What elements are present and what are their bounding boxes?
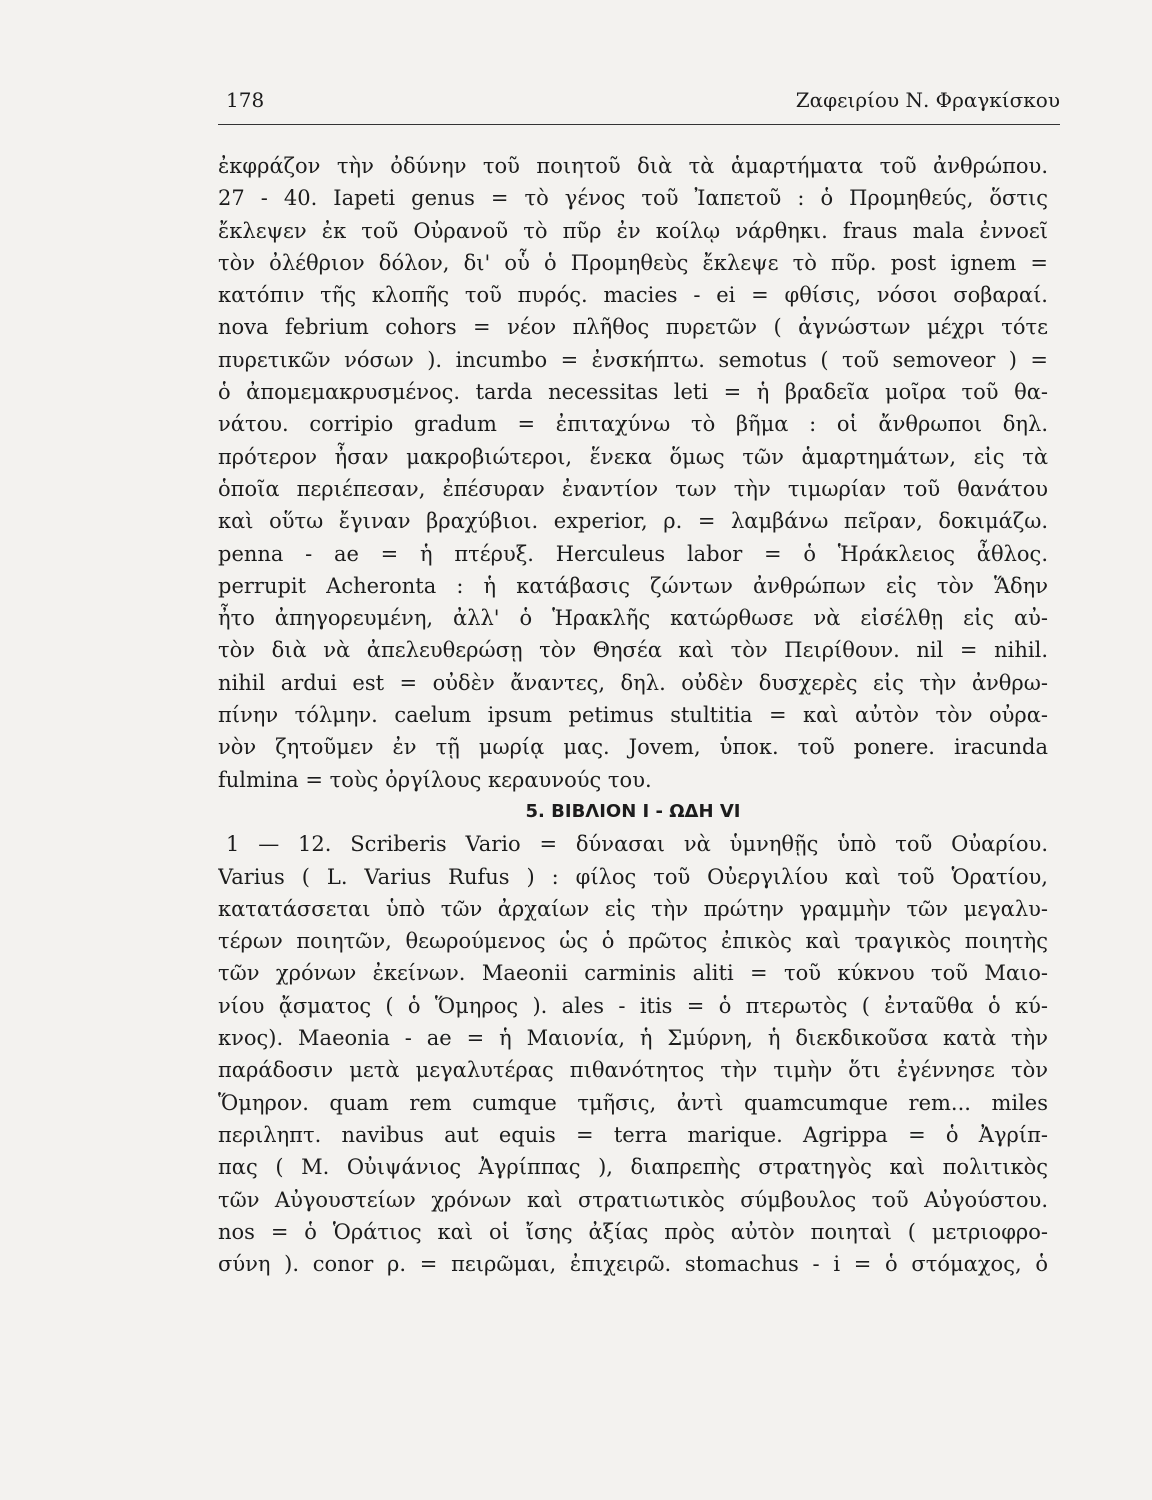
page-header — [218, 88, 1060, 118]
body-text — [218, 150, 1048, 1280]
text-line: nihil ardui est = οὐδὲν ἄναντες, δηλ. οὐδὲν δυσχερὲς εἰς τὴν ἀνθρω- — [218, 670, 1048, 695]
text-line: fulmina = τοὺς ὀργίλους κεραυνούς του. — [218, 767, 652, 792]
text-line: nos = ὁ Ὁράτιος καὶ οἱ ἴσης ἀξίας πρὸς αὐτὸν ποιηταὶ ( μετριοφρο- — [218, 1219, 1048, 1244]
text-line: ἐκφράζον τὴν ὀδύνην τοῦ ποιητοῦ διὰ τὰ ἁμαρτήματα τοῦ ἀνθρώπου. — [218, 154, 1048, 178]
text-line: ἦτο ἀπηγορευμένη, ἀλλ' ὁ Ἡρακλῆς κατώρθωσε νὰ εἰσέλθῃ εἰς αὐ- — [218, 606, 1048, 631]
text-line: Varius ( L. Varius Rufus ) : φίλος τοῦ Οὐεργιλίου καὶ τοῦ Ὁρατίου, — [218, 864, 1048, 889]
text-line: πρότερον ἦσαν μακροβιώτεροι, ἕνεκα ὅμως τῶν ἁμαρτημάτων, εἰς τὰ — [218, 444, 1048, 469]
text-line: πίνην τόλμην. caelum ipsum petimus stultitia = καὶ αὐτὸν τὸν οὐρα- — [218, 703, 1048, 728]
text-line: τὸν ὀλέθριον δόλον, δι' οὗ ὁ Προμηθεὺς ἔκλεψε τὸ πῦρ. post ignem = — [218, 250, 1048, 275]
text-line: νίου ᾄσματος ( ὁ Ὅμηρος ). ales - itis = ὁ πτερωτὸς ( ἐνταῦθα ὁ κύ- — [218, 993, 1048, 1018]
text-line: τῶν χρόνων ἐκείνων. Maeonii carminis aliti = τοῦ κύκνου τοῦ Μαιο- — [218, 961, 1048, 986]
text-line: τέρων ποιητῶν, θεωρούμενος ὡς ὁ πρῶτος ἐπικὸς καὶ τραγικὸς ποιητὴς — [218, 929, 1048, 954]
text-line: Ὅμηρον. quam rem cumque τμῆσις, ἀντὶ quamcumque rem... miles — [218, 1090, 1048, 1115]
page-number: 178 — [226, 88, 265, 112]
text-line: νὸν ζητοῦμεν ἐν τῇ μωρίᾳ μας. Jovem, ὑποκ. τοῦ ponere. iracunda — [218, 735, 1048, 760]
text-line: νάτου. corripio gradum = ἐπιταχύνω τὸ βῆμα : οἱ ἄνθρωποι δηλ. — [218, 412, 1048, 437]
text-line: perrupit Acheronta : ἡ κατάβασις ζώντων ἀνθρώπων εἰς τὸν Ἅδην — [218, 573, 1048, 598]
text-line: πυρετικῶν νόσων ). incumbo = ἐνσκήπτω. semotus ( τοῦ semoveor ) = — [218, 347, 1048, 372]
text-line: ὁποῖα περιέπεσαν, ἐπέσυραν ἐναντίον των τὴν τιμωρίαν τοῦ θανάτου — [218, 476, 1048, 501]
text-line: παράδοσιν μετὰ μεγαλυτέρας πιθανότητος τὴν τιμὴν ὅτι ἐγέννησε τὸν — [218, 1058, 1048, 1083]
text-line: nova febrium cohors = νέον πλῆθος πυρετῶν ( ἀγνώστων μέχρι τότε — [218, 315, 1048, 340]
text-line: κατόπιν τῆς κλοπῆς τοῦ πυρός. macies - ei = φθίσις, νόσοι σοβαραί. — [218, 283, 1048, 308]
section-heading: 5. ΒΙΒΛΙΟΝ Ι - ΩΔΗ VI — [525, 800, 741, 822]
running-title: Ζαφειρίου Ν. Φραγκίσκου — [795, 88, 1060, 112]
text-line: κατατάσσεται ὑπὸ τῶν ἀρχαίων εἰς τὴν πρώτην γραμμὴν τῶν μεγαλυ- — [218, 896, 1048, 921]
text-line: τῶν Αὐγουστείων χρόνων καὶ στρατιωτικὸς σύμβουλος τοῦ Αὐγούστου. — [218, 1187, 1048, 1212]
header-rule — [218, 124, 1060, 125]
text-line: σύνη ). conor ρ. = πειρῶμαι, ἐπιχειρῶ. stomachus - i = ὁ στόμαχος, ὁ — [218, 1252, 1048, 1277]
text-line: 27 - 40. Iapeti genus = τὸ γένος τοῦ Ἰαπετοῦ : ὁ Προμηθεύς, ὅστις — [218, 186, 1048, 211]
text-line: 1 — 12. Scriberis Vario = δύνασαι νὰ ὑμνηθῇς ὑπὸ τοῦ Οὐαρίου. — [226, 832, 1048, 857]
text-line: ἔκλεψεν ἐκ τοῦ Οὐρανοῦ τὸ πῦρ ἐν κοίλῳ νάρθηκι. fraus mala ἐννοεῖ — [218, 218, 1048, 243]
text-line: περιληπτ. navibus aut equis = terra marique. Agrippa = ὁ Ἀγρίπ- — [218, 1122, 1048, 1147]
text-line: penna - ae = ἡ πτέρυξ. Herculeus labor = ὁ Ἡράκλειος ἆθλος. — [218, 541, 1048, 566]
text-line: τὸν διὰ νὰ ἀπελευθερώσῃ τὸν Θησέα καὶ τὸν Πειρίθουν. nil = nihil. — [218, 638, 1048, 663]
text-line: πας ( Μ. Οὐιψάνιος Ἀγρίππας ), διαπρεπὴς στρατηγὸς καὶ πολιτικὸς — [218, 1155, 1048, 1180]
text-line: καὶ οὕτω ἔγιναν βραχύβιοι. experior, ρ. = λαμβάνω πεῖραν, δοκιμάζω. — [218, 509, 1048, 534]
text-line: κνος). Maeonia - ae = ἡ Μαιονία, ἡ Σμύρνη, ἡ διεκδικοῦσα κατὰ τὴν — [218, 1026, 1048, 1051]
text-line: ὁ ἀπομεμακρυσμένος. tarda necessitas leti = ἡ βραδεῖα μοῖρα τοῦ θα- — [218, 380, 1048, 405]
